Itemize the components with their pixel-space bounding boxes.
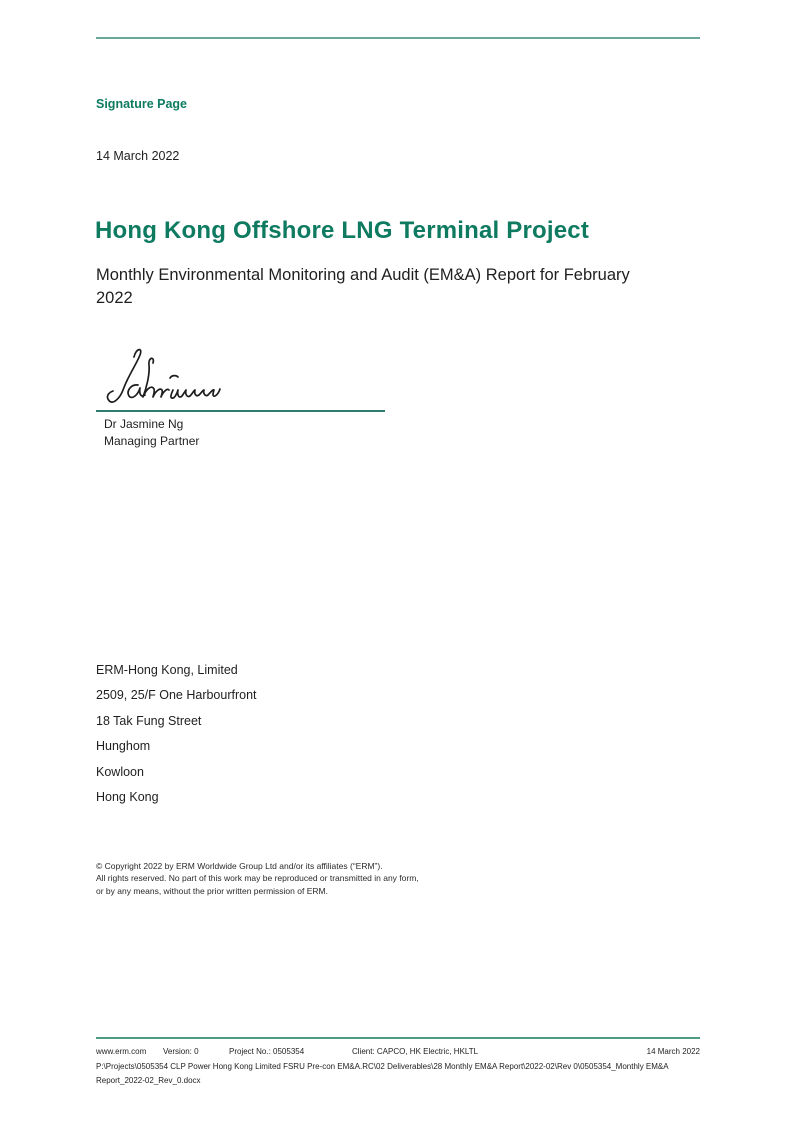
footer-date: 14 March 2022 <box>646 1047 700 1056</box>
address-line-street: 18 Tak Fung Street <box>96 713 202 728</box>
signatory-role: Managing Partner <box>104 434 200 448</box>
address-line-region: Kowloon <box>96 764 144 779</box>
copyright-line-3: or by any means, without the prior written permission of ERM. <box>96 885 328 896</box>
copyright-notice <box>96 860 516 897</box>
footer-website: www.erm.com <box>96 1047 147 1056</box>
footer-version: Version: 0 <box>163 1047 199 1056</box>
copyright-line-2: All rights reserved. No part of this work may be reproduced or transmitted in any form, <box>96 873 419 884</box>
footer-file-path: P:\Projects\0505354 CLP Power Hong Kong Limited FSRU Pre-con EM&A.RC\02 Deliverables\28 Monthly EM&A Report\2022-02\Rev 0\0505354_Monthly EM&A Report_2022-02_Rev_0.docx <box>96 1062 669 1085</box>
company-address-block <box>96 663 257 815</box>
footer-client: Client: CAPCO, HK Electric, HKLTL <box>352 1047 479 1056</box>
copyright-line-1: © Copyright 2022 by ERM Worldwide Group Ltd and/or its affiliates (“ERM”). <box>96 861 383 871</box>
footer-project-number: Project No.: 0505354 <box>229 1047 305 1056</box>
section-label: Signature Page <box>96 97 187 111</box>
address-line-suite: 2509, 25/F One Harbourfront <box>96 688 257 703</box>
document-date: 14 March 2022 <box>96 149 180 163</box>
address-line-company: ERM-Hong Kong, Limited <box>96 663 238 677</box>
document-subtitle: Monthly Environmental Monitoring and Audit (EM&A) Report for February 2022 <box>96 266 630 307</box>
footer-meta-row <box>96 1047 700 1058</box>
document-title: Hong Kong Offshore LNG Terminal Project <box>95 217 590 244</box>
header-rule <box>96 37 700 39</box>
address-line-territory: Hong Kong <box>96 789 159 804</box>
signature-line <box>96 410 385 412</box>
signatory-name: Dr Jasmine Ng <box>104 417 184 431</box>
handwritten-signature-icon <box>98 344 223 408</box>
footer-rule <box>96 1037 700 1039</box>
address-line-district: Hunghom <box>96 739 151 754</box>
